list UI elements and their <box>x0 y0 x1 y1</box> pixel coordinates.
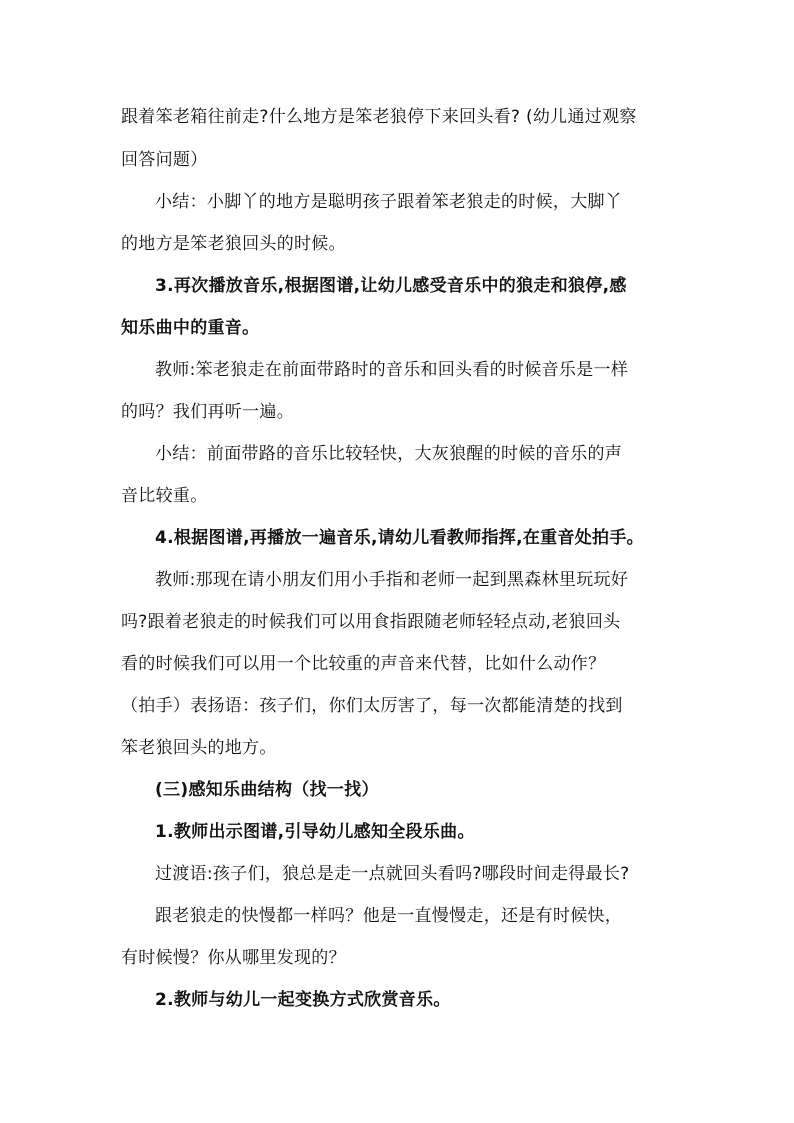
summary-line: 的地方是笨老狼回头的时候。 <box>121 234 346 254</box>
summary-line: 小结：小脚丫的地方是聪明孩子跟着笨老狼走的时候，大脚丫 <box>155 192 623 212</box>
step-2-heading: 2.教师与幼儿一起变换方式欣赏音乐。 <box>155 990 451 1010</box>
teacher-line: 教师:笨老狼走在前面带路时的音乐和回头看的时候音乐是一样 <box>155 360 629 380</box>
paragraph-line: 跟着笨老箱往前走?什么地方是笨老狼停下来回头看? (幼儿通过观察 <box>121 107 637 127</box>
question-line: 跟老狼走的快慢都一样吗？他是一直慢慢走，还是有时候快， <box>155 906 623 926</box>
teacher-line: 吗?跟着老狼走的时候我们可以用食指跟随老师轻轻点动,老狼回头 <box>121 612 621 632</box>
step-4-heading: 4.根据图谱,再播放一遍音乐,请幼儿看教师指挥,在重音处拍手。 <box>155 528 644 548</box>
section-heading: (三)感知乐曲结构（找一找） <box>155 780 379 800</box>
question-line: 有时候慢？你从哪里发现的？ <box>121 948 346 968</box>
teacher-line: 的吗？我们再听一遍。 <box>121 402 294 422</box>
summary-line: 音比较重。 <box>121 486 208 506</box>
summary-line: 小结：前面带路的音乐比较轻快，大灰狼醒的时候的音乐的声 <box>155 444 623 464</box>
transition-line: 过渡语:孩子们，狼总是走一点就回头看吗?哪段时间走得最长? <box>155 864 630 884</box>
teacher-line: 看的时候我们可以用一个比较重的声音来代替，比如什么动作？ <box>121 654 606 674</box>
step-3-heading: 3.再次播放音乐,根据图谱,让幼儿感受音乐中的狼走和狼停,感 <box>155 276 627 296</box>
paragraph-line: 回答问题） <box>121 150 208 170</box>
teacher-line: 笨老狼回头的地方。 <box>121 738 277 758</box>
step-3-heading: 知乐曲中的重音。 <box>121 318 260 338</box>
teacher-line: （拍手）表扬语：孩子们，你们太厉害了，每一次都能清楚的找到 <box>121 696 623 716</box>
step-1-heading: 1.教师出示图谱,引导幼儿感知全段乐曲。 <box>155 822 475 842</box>
teacher-line: 教师:那现在请小朋友们用小手指和老师一起到黑森林里玩玩好 <box>155 570 629 590</box>
